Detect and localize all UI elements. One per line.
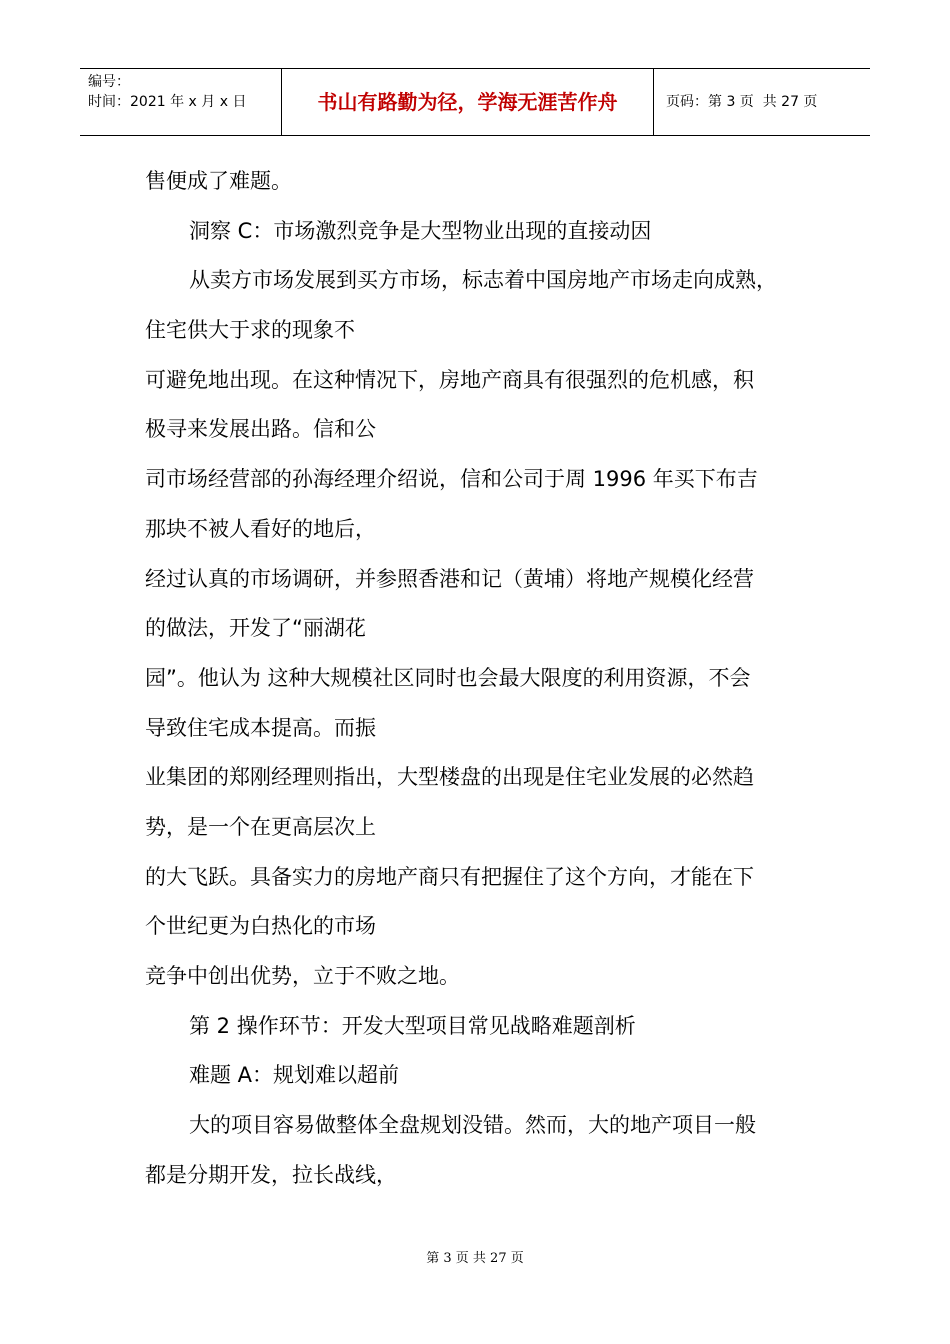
body-line: 势，是一个在更高层次上	[145, 814, 376, 839]
body-line: 大的项目容易做整体全盘规划没错。然而，大的地产项目一般	[189, 1113, 756, 1138]
document-body	[145, 156, 825, 1199]
body-line: 售便成了难题。	[145, 169, 292, 193]
body-line: 住宅供大于求的现象不	[145, 318, 355, 343]
body-line: 竞争中创出优势，立于不败之地。	[145, 964, 460, 988]
body-line: 极寻来发展出路。信和公	[145, 417, 376, 442]
page-footer: 第 3 页 共 27 页	[426, 1251, 524, 1266]
page-header	[80, 68, 870, 136]
body-line: 从卖方市场发展到买方市场，标志着中国房地产市场走向成熟，	[189, 268, 777, 293]
header-page-info: 页码：第 3 页 共 27 页	[666, 94, 818, 110]
body-line: 的大飞跃。具备实力的房地产商只有把握住了这个方向，才能在下	[145, 864, 754, 889]
body-line: 那块不被人看好的地后，	[145, 516, 376, 541]
header-meta-cell	[80, 69, 282, 135]
document-date-label: 时间：2021 年 x 月 x 日	[88, 94, 247, 110]
body-line: 的做法，开发了“丽湖花	[145, 616, 366, 641]
body-line: 园”。他认为 这种大规模社区同时也会最大限度的利用资源，不会	[145, 665, 751, 690]
body-line: 司市场经营部的孙海经理介绍说，信和公司于周 1996 年买下布吉	[145, 467, 758, 492]
body-line: 可避免地出现。在这种情况下，房地产商具有很强烈的危机感，积	[145, 367, 754, 392]
body-line: 导致住宅成本提高。而振	[145, 715, 376, 740]
section-heading: 第 2 操作环节：开发大型项目常见战略难题剖析	[189, 1013, 636, 1038]
section-heading: 洞察 C：市场激烈竞争是大型物业出现的直接动因	[189, 218, 652, 243]
document-number-label: 编号：	[88, 74, 130, 90]
section-heading: 难题 A：规划难以超前	[189, 1063, 400, 1088]
body-line: 经过认真的市场调研，并参照香港和记（黄埔）将地产规模化经营	[145, 566, 754, 591]
body-line: 都是分期开发，拉长战线，	[145, 1162, 397, 1187]
header-page-info-cell	[654, 69, 870, 135]
body-line: 业集团的郑刚经理则指出，大型楼盘的出现是住宅业发展的必然趋	[145, 765, 754, 790]
header-motto: 书山有路勤为径，学海无涯苦作舟	[282, 69, 654, 135]
body-line: 个世纪更为白热化的市场	[145, 914, 376, 939]
